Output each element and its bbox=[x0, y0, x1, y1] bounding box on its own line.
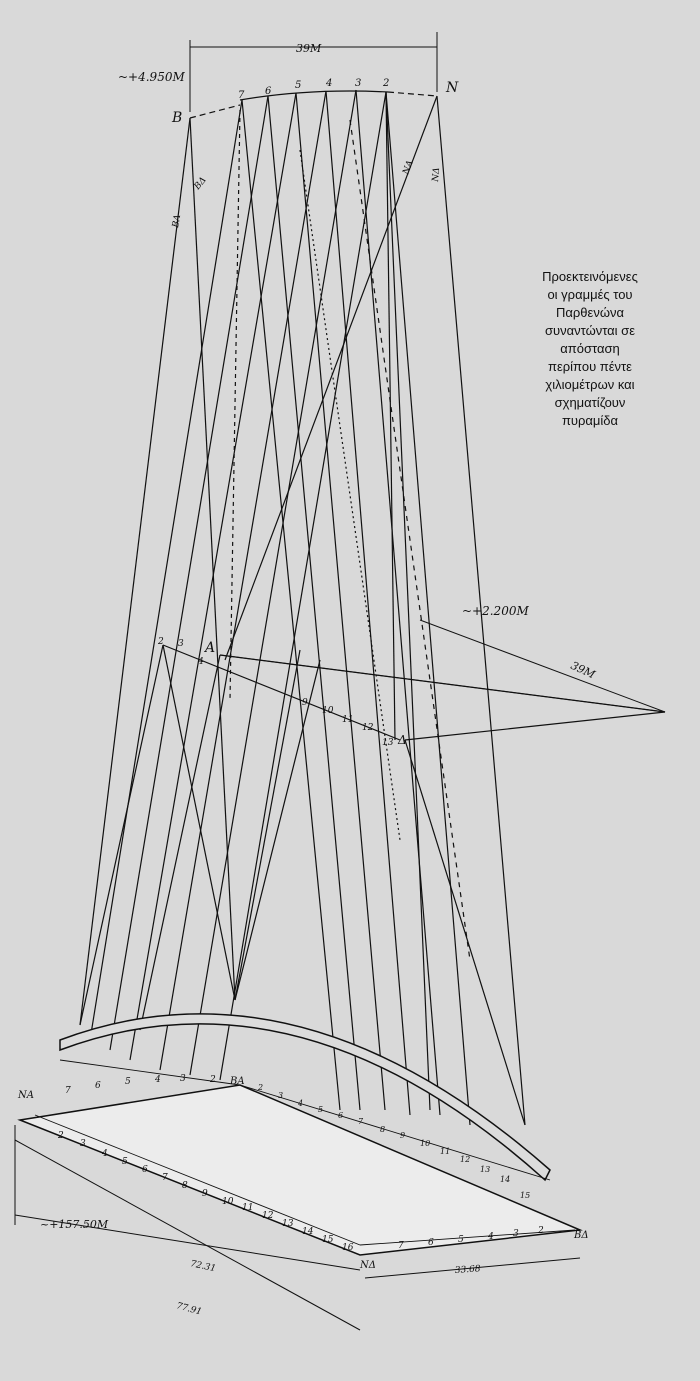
mid-number: 2 bbox=[158, 637, 164, 647]
point-d-label: Δ bbox=[398, 733, 407, 747]
point-bd-base-label: ΒΔ bbox=[574, 1230, 589, 1241]
inner-row-number: 4 bbox=[298, 1099, 304, 1108]
mid-height-label: ~+2.200M bbox=[462, 604, 529, 618]
back-row-number: 2 bbox=[210, 1075, 216, 1085]
point-na-top-label: ΝΑ bbox=[401, 159, 416, 177]
mid-number: 4 bbox=[198, 657, 204, 667]
base-left-number: 8 bbox=[182, 1181, 188, 1191]
point-nd-base-label: ΝΔ bbox=[360, 1260, 376, 1271]
caption-line: οι γραμμές του bbox=[547, 287, 633, 302]
long-side-a-label: 72.31 bbox=[189, 1259, 217, 1275]
base-left-number: 6 bbox=[142, 1165, 148, 1175]
inner-row-number: 15 bbox=[520, 1191, 531, 1200]
point-bd-top-label: ΒΔ bbox=[192, 175, 209, 192]
caption-line: πυραμίδα bbox=[561, 413, 619, 428]
caption-line: Προεκτεινόμενες bbox=[542, 269, 638, 284]
point-a-label: A bbox=[205, 640, 216, 656]
base-left-number: 3 bbox=[80, 1139, 86, 1149]
inner-row-number: 6 bbox=[338, 1111, 344, 1120]
caption-line: συναντώνται σε bbox=[544, 323, 636, 338]
base-left-number: 11 bbox=[242, 1203, 254, 1213]
back-row-number: 5 bbox=[125, 1077, 131, 1087]
base-left-number: 4 bbox=[102, 1149, 108, 1159]
long-side-b-label: 77.91 bbox=[175, 1301, 203, 1318]
base-front-number: 7 bbox=[398, 1241, 404, 1251]
inner-row-number: 8 bbox=[380, 1125, 386, 1134]
short-side-label: 33.68 bbox=[454, 1264, 481, 1276]
back-row-number: 4 bbox=[155, 1075, 161, 1085]
inner-row-number: 14 bbox=[500, 1175, 511, 1184]
point-ba-top-label: ΒΑ bbox=[171, 213, 184, 229]
mid-right-number: 9 bbox=[302, 698, 308, 708]
base-left-number: 12 bbox=[262, 1211, 274, 1221]
base-left-number: 2 bbox=[58, 1131, 64, 1141]
back-row-number: 6 bbox=[95, 1081, 101, 1091]
point-na-base-label: ΝΑ bbox=[18, 1090, 34, 1101]
base-left-number: 13 bbox=[282, 1219, 294, 1229]
point-n-label: N bbox=[446, 80, 459, 96]
caption-line: χιλιομέτρων και bbox=[545, 377, 635, 392]
base-front-number: 2 bbox=[538, 1226, 544, 1236]
inner-row-number: 10 bbox=[420, 1139, 431, 1148]
base-left-number: 15 bbox=[322, 1235, 334, 1245]
top-number: 2 bbox=[383, 78, 390, 89]
back-row-number: 3 bbox=[180, 1074, 186, 1084]
top-width-label: 39M bbox=[296, 42, 322, 55]
base-front-number: 3 bbox=[513, 1229, 519, 1239]
mid-right-number: 12 bbox=[362, 723, 374, 733]
inner-row-number: 7 bbox=[358, 1117, 364, 1126]
top-number: 4 bbox=[326, 78, 333, 89]
inner-row-number: 12 bbox=[460, 1155, 471, 1164]
point-nd-top-label: ΝΔ bbox=[431, 167, 443, 183]
caption-line: σχηματίζουν bbox=[554, 395, 626, 410]
top-height-label: ~+4.950M bbox=[118, 70, 185, 84]
inner-row-number: 11 bbox=[440, 1147, 451, 1156]
base-left-number: 7 bbox=[162, 1173, 168, 1183]
base-height-label: ~+157.50M bbox=[40, 1218, 109, 1231]
inner-row-number: 13 bbox=[480, 1165, 491, 1174]
mid-width-label: 39M bbox=[568, 658, 598, 682]
back-row-number: 7 bbox=[65, 1086, 71, 1096]
top-numbers bbox=[238, 78, 389, 101]
convergence-lines bbox=[80, 90, 665, 1125]
mid-right-number: 13 bbox=[382, 738, 394, 748]
caption-line: απόσταση bbox=[560, 341, 620, 356]
mid-right-number: 11 bbox=[342, 715, 354, 725]
top-number: 3 bbox=[355, 78, 362, 89]
caption bbox=[500, 268, 680, 430]
base-front-number: 4 bbox=[488, 1232, 494, 1242]
base-left-number: 14 bbox=[302, 1227, 314, 1237]
base-left-number: 5 bbox=[122, 1157, 128, 1167]
base-left-number: 16 bbox=[342, 1243, 354, 1253]
inner-row-number: 5 bbox=[318, 1105, 324, 1114]
caption-line: Παρθενώνα bbox=[556, 305, 624, 320]
top-number: 5 bbox=[295, 80, 302, 91]
inner-row-number: 9 bbox=[400, 1131, 406, 1140]
base-left-number: 9 bbox=[202, 1189, 208, 1199]
base-front-number: 6 bbox=[428, 1238, 434, 1248]
caption-line: περίπου πέντε bbox=[548, 359, 632, 374]
base-left-number: 10 bbox=[222, 1197, 234, 1207]
mid-number: 3 bbox=[178, 639, 184, 649]
top-number: 7 bbox=[238, 90, 245, 101]
mid-right-number: 10 bbox=[322, 706, 334, 716]
inner-row-number: 3 bbox=[278, 1091, 284, 1100]
base-front-number: 5 bbox=[458, 1235, 464, 1245]
point-ba-base-label: ΒΑ bbox=[230, 1076, 245, 1087]
point-b-label: B bbox=[172, 110, 183, 126]
inner-row-number: 2 bbox=[258, 1083, 264, 1092]
top-number: 6 bbox=[265, 86, 272, 97]
